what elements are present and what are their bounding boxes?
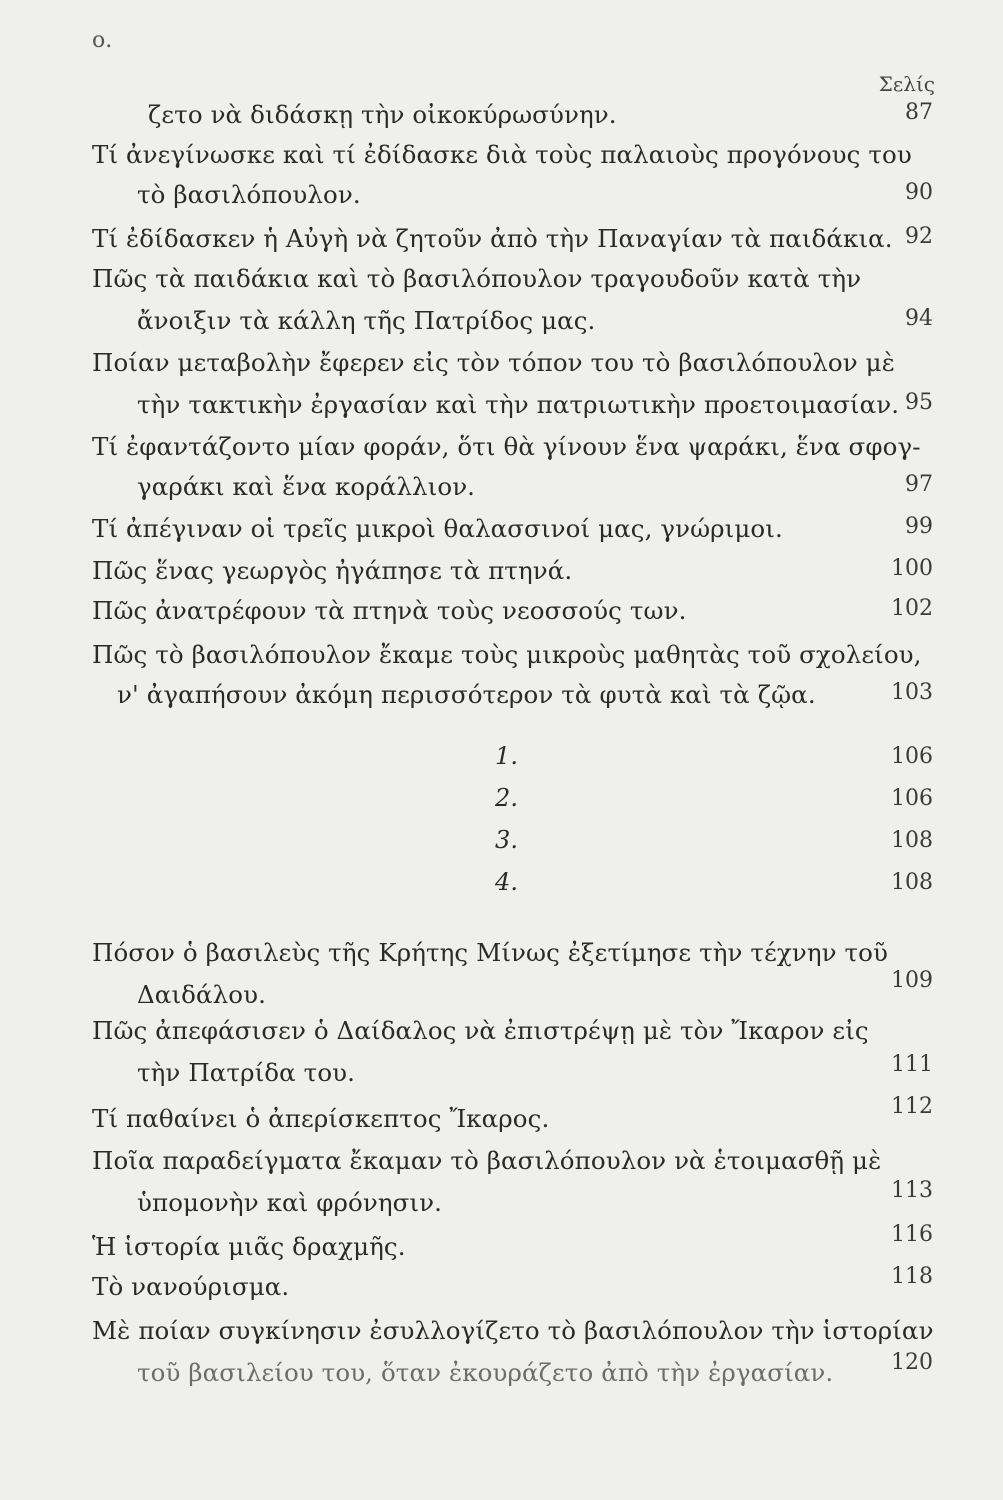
entry-page-number: 120 [891,1350,933,1375]
entry-page-number: 118 [891,1264,933,1289]
entry-page-number: 113 [891,1178,933,1203]
entry-line: τὴν Πατρίδα του. [137,1058,356,1087]
entry-line: ν' ἀγαπήσουν ἀκόμη περισσότερον τὰ φυτὰ καὶ τὰ ζῷα. [117,680,816,709]
section-number: 4. [495,868,519,896]
entry-line: Τί ἀπέγιναν οἱ τρεῖς μικροὶ θαλασσινοί μας, γνώριμοι. [92,514,783,543]
entry-line: γαράκι καὶ ἕνα κοράλλιον. [137,472,476,501]
section-number: 2. [495,784,519,812]
entry-page-number: 108 [891,870,933,895]
entry-line: Τὸ νανούρισμα. [92,1272,290,1301]
entry-line: Τί παθαίνει ὁ ἀπερίσκεπτος Ἴκαρος. [92,1104,550,1133]
entry-line: Ἡ ἱστορία μιᾶς δραχμῆς. [92,1232,406,1261]
entry-page-number: 100 [891,556,933,581]
entry-line: Τί ἀνεγίνωσκε καὶ τί ἐδίδασκε διὰ τοὺς παλαιοὺς προγόνους του [92,140,912,169]
entry-line: ἄνοιξιν τὰ κάλλη τῆς Πατρίδος μας. [137,306,596,335]
entry-line: Δαιδάλου. [137,980,266,1009]
entry-page-number: 109 [891,968,933,993]
entry-line: Μὲ ποίαν συγκίνησιν ἐσυλλογίζετο τὸ βασιλόπουλον τὴν ἱστορίαν [92,1316,934,1345]
entry-page-number: 90 [905,180,933,205]
entry-page-number: 108 [891,828,933,853]
section-number: 1. [495,742,519,770]
entry-line: Ποίαν μεταβολὴν ἔφερεν εἰς τὸν τόπον του τὸ βασιλόπουλον μὲ [92,348,895,377]
entry-page-number: 102 [891,596,933,621]
entry-page-number: 112 [891,1094,933,1119]
entry-line: τοῦ βασιλείου του, ὅταν ἐκουράζετο ἀπὸ τὴν ἐργασίαν. [137,1358,834,1387]
entry-page-number: 87 [905,100,933,125]
entry-line: ζετο νὰ διδάσκῃ τὴν οἰκοκύρωσύνην. [148,100,617,129]
entry-page-number: 95 [905,390,933,415]
entry-line: Ποῖα παραδείγματα ἔκαμαν τὸ βασιλόπουλον νὰ ἑτοιμασθῇ μὲ [92,1146,882,1175]
entry-page-number: 99 [905,514,933,539]
entry-line: Τί ἐδίδασκεν ἡ Αὐγὴ νὰ ζητοῦν ἀπὸ τὴν Παναγίαν τὰ παιδάκια. [92,224,893,253]
entry-page-number: 106 [891,786,933,811]
entry-page-number: 111 [891,1052,933,1077]
entry-page-number: 106 [891,744,933,769]
entry-line: Πῶς ἕνας γεωργὸς ἠγάπησε τὰ πτηνά. [92,556,573,585]
entry-page-number: 116 [891,1222,933,1247]
entry-line: Πῶς τὰ παιδάκια καὶ τὸ βασιλόπουλον τραγουδοῦν κατὰ τὴν [92,264,862,293]
entry-page-number: 97 [905,472,933,497]
entry-line: Τί ἐφαντάζοντο μίαν φοράν, ὅτι θὰ γίνουν ἕνα ψαράκι, ἕνα σφογ- [92,432,921,461]
entry-page-number: 94 [905,306,933,331]
entry-line: Πῶς τὸ βασιλόπουλον ἔκαμε τοὺς μικροὺς μαθητὰς τοῦ σχολείου, [92,640,922,669]
entry-line: τὴν τακτικὴν ἐργασίαν καὶ τὴν πατριωτικὴν προετοιμασίαν. [137,390,900,419]
entry-line: ὑπομονὴν καὶ φρόνησιν. [137,1188,443,1217]
entry-page-number: 103 [891,680,933,705]
page-column-header: Σελίς [878,72,935,96]
entry-line: Πόσον ὁ βασιλεὺς τῆς Κρήτης Μίνως ἐξετίμησε τὴν τέχνην τοῦ [92,938,888,967]
entry-page-number: 92 [905,224,933,249]
entry-line: τὸ βασιλόπουλον. [137,180,361,209]
page-corner-mark: ο. [92,28,113,53]
section-number: 3. [495,826,519,854]
entry-line: Πῶς ἀπεφάσισεν ὁ Δαίδαλος νὰ ἐπιστρέψῃ μὲ τὸν Ἴκαρον εἰς [92,1016,869,1045]
entry-line: Πῶς ἀνατρέφουν τὰ πτηνὰ τοὺς νεοσσούς των. [92,596,687,625]
